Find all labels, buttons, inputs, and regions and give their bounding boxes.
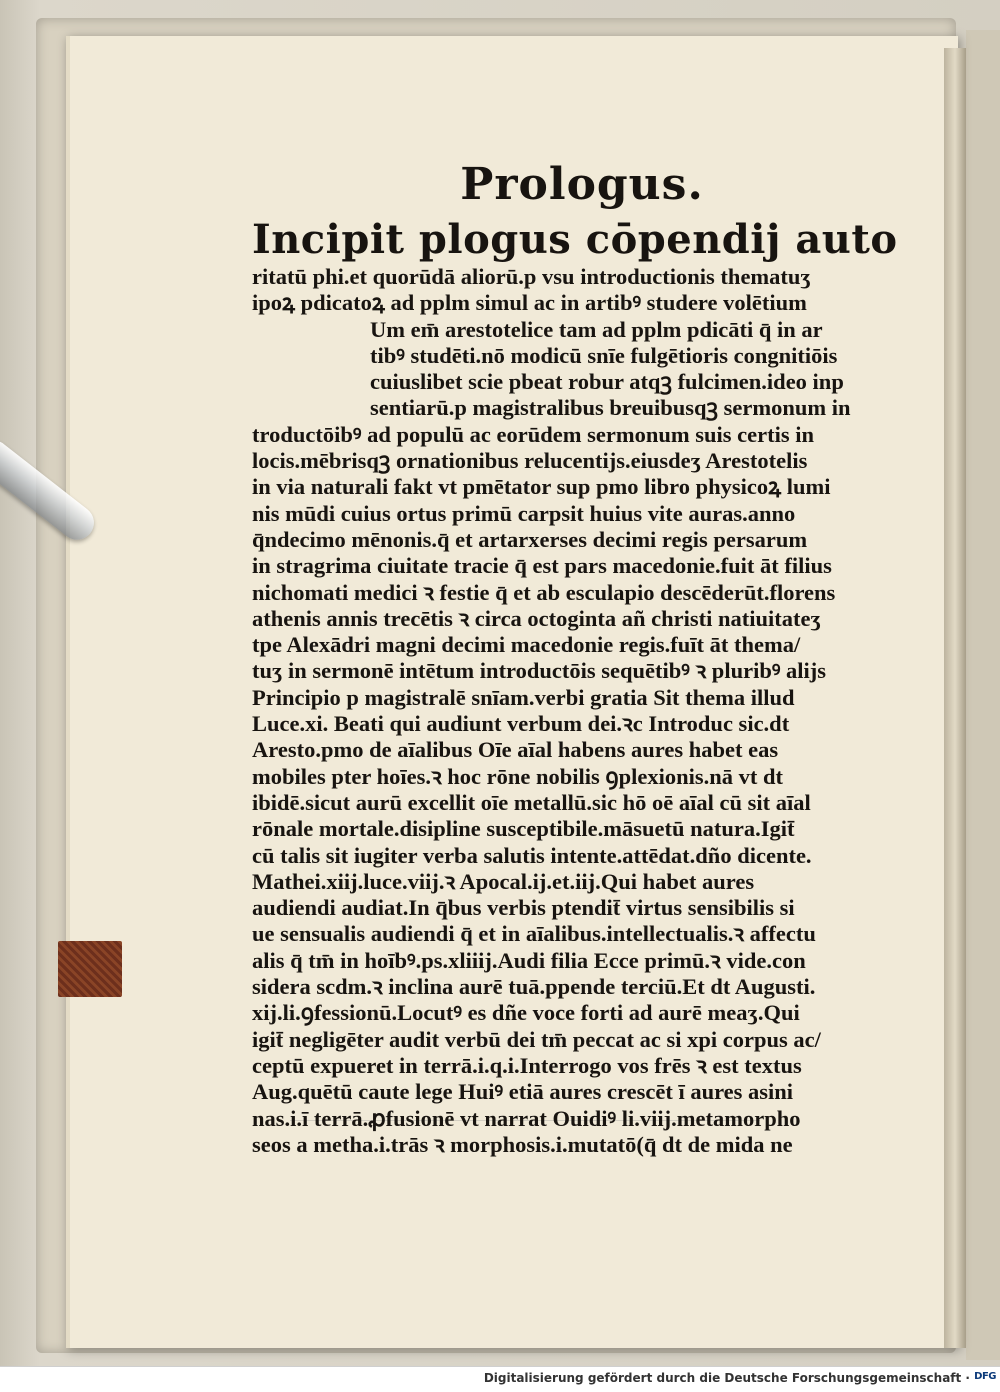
text-line: ceptū expueret in terrā.i.q.i.Interrogo vos frēs ꝛ est textus — [252, 1052, 802, 1078]
text-line: ibidē.sicut aurū excellit oīe metallū.sic hō oē aīal cū sit aīal — [252, 789, 811, 815]
text-line: tuʒ in sermonē intētum introductōis sequētibꝰ ꝛ pluribꝰ alijs — [252, 658, 827, 684]
text-line: in via naturali fakt vt pmētator sup pmo libro physicoꝝ lumi — [252, 474, 831, 500]
funding-credit: Digitalisierung gefördert durch die Deutsche Forschungsgemeinschaft · — [483, 1371, 970, 1385]
text-line: Aresto.pmo de aīalibus Oīe aīal habens aures habet eas — [252, 737, 779, 763]
text-line: nis mūdi cuius ortus primū carpsit huius vite auras.anno — [252, 500, 796, 526]
text-line: troductōibꝰ ad populū ac eorūdem sermonum suis certis in — [252, 421, 814, 447]
text-line: tibꝰ studēti.nō modicū snīe fulgētioris congnitiōis — [370, 342, 838, 368]
incunable-text-block — [252, 159, 898, 1158]
text-line: xij.li.ꝯfessionū.Locutꝰ es dñe voce forti ad aurē meaʒ.Qui — [252, 1000, 800, 1026]
text-line: ue sensualis audiendi q̄ et in aīalibus.intellectualis.ꝛ affectu — [252, 921, 816, 947]
incipit-line: Incipit plogus cōpendij auto — [252, 216, 898, 263]
text-line: audiendi audiat.In q̄bus verbis ptendit̄ virtus sensibilis si — [252, 895, 795, 921]
page-gutter — [944, 48, 966, 1348]
text-line: mobiles pter hoīes.ꝛ hoc rōne nobilis ꝯplexionis.nā vt dt — [252, 763, 784, 789]
text-line: sidera scdm.ꝛ inclina aurē tuā.ppende terciū.Et dt Augusti. — [252, 974, 816, 1000]
text-line: locis.mēbrisqꝫ ornationibus relucentijs.eiusdeʒ Arestotelis — [252, 448, 808, 474]
viewer-footer — [0, 1366, 1000, 1392]
text-line: igit̄ negligēter audit verbū dei tm̄ peccat ac si xpi corpus ac/ — [252, 1026, 821, 1052]
text-line: rōnale mortale.disipline susceptibile.māsuetū natura.Igit̄ — [252, 816, 795, 842]
facing-page-edge — [966, 30, 1000, 1360]
dfg-logo: DFG — [974, 1371, 996, 1382]
text-line: ritatū phi.et quorūdā aliorū.p vsu introductionis thematuʒ — [252, 264, 811, 289]
page-title: Prologus. — [460, 159, 704, 210]
text-line: Mathei.xiij.luce.viij.ꝛ Apocal.ij.et.iij.Qui habet aures — [252, 868, 755, 894]
text-line: cuiuslibet scie pbeat robur atqꝫ fulcimen.ideo inp — [370, 369, 844, 395]
text-line: nas.i.ī terrā.ꝓfusionē vt narrat Ouidiꝰ li.viij.metamorpho — [252, 1105, 801, 1131]
text-line: ipoꝝ pdicatoꝝ ad pplm simul ac in artibꝰ studere volētium — [252, 290, 807, 316]
text-lines — [252, 264, 851, 1158]
text-line: sentiarū.p magistralibus breuibusqꝫ sermonum in — [370, 395, 851, 421]
text-line: in stragrima ciuitate tracie q̄ est pars macedonie.fuit āt filius — [252, 553, 832, 579]
text-line: Aug.quētū caute lege Huiꝰ etiā aures crescēt ī aures asini — [252, 1079, 794, 1105]
text-line: Um em̄ arestotelice tam ad pplm pdicāti q̄ in ar — [370, 316, 823, 342]
text-line: Principio p magistralē snīam.verbi gratia Sit thema illud — [252, 684, 795, 710]
text-line: alis q̄ tm̄ in hoībꝰ.ps.xliiij.Audi filia Ecce primū.ꝛ vide.con — [252, 947, 806, 973]
text-line: Luce.xi. Beati qui audiunt verbum dei.ꝛc Introduc sic.dt — [252, 711, 790, 737]
text-line: nichomati medici ꝛ festie q̄ et ab esculapio descēderūt.florens — [252, 579, 836, 605]
text-line: athenis annis trecētis ꝛ circa octoginta añ christi natiuitateʒ — [252, 605, 821, 631]
text-line: tpe Alexādri magni decimi macedonie regis.fuīt āt thema/ — [252, 632, 801, 658]
text-line: cū talis sit iugiter verba salutis intente.attēdat.dño dicente. — [252, 842, 812, 868]
text-line: seos a metha.i.trās ꝛ morphosis.i.mutatō(q̄ dt de mida ne — [252, 1131, 793, 1157]
text-line: q̄ndecimo mēnonis.q̄ et artarxerses decimi regis persarum — [252, 526, 808, 552]
leather-tab — [58, 941, 122, 997]
